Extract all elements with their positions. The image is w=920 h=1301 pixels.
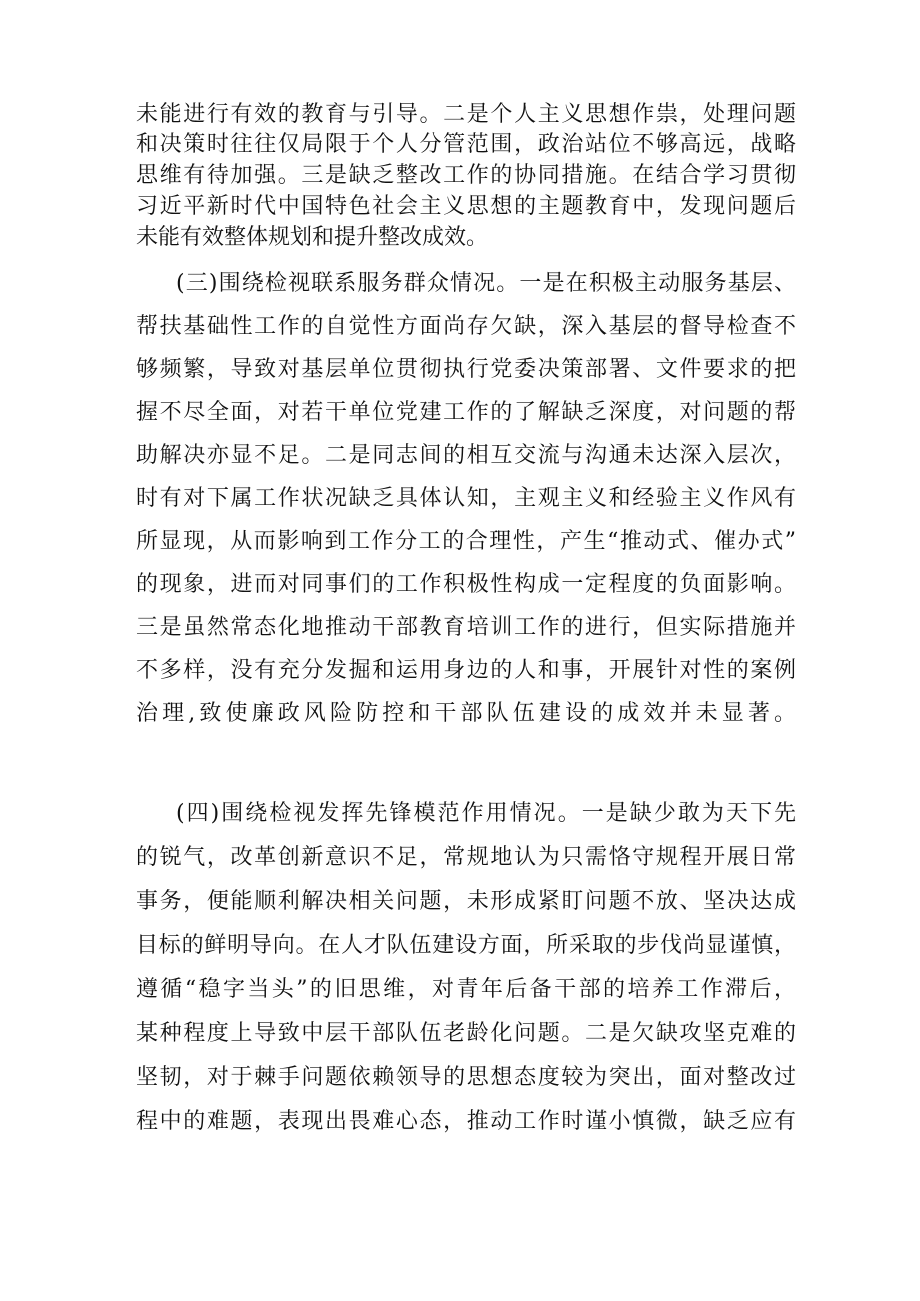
text-line: 的锐气，改革创新意识不足，常规地认为只需恪守规程开展日常 — [136, 845, 796, 870]
text-line: 助解决亦显不足。二是同志间的相互交流与沟通未达深入层次， — [136, 443, 796, 468]
text-line: 和决策时往往仅局限于个人分管范围，政治站位不够高远，战略 — [136, 132, 796, 157]
text-line: 时有对下属工作状况缺乏具体认知，主观主义和经验主义作风有 — [136, 486, 796, 511]
text-line: 帮扶基础性工作的自觉性方面尚存欠缺，深入基层的督导检查不 — [136, 314, 796, 339]
text-line: 坚韧，对于棘手问题依赖领导的思想态度较为突出，面对整改过 — [136, 1065, 796, 1090]
text-line: 某种程度上导致中层干部队伍老龄化问题。二是欠缺攻坚克难的 — [136, 1021, 796, 1046]
text-line: 不多样，没有充分发掘和运用身边的人和事，开展针对性的案例 — [136, 658, 796, 683]
text-line: 思维有待加强。三是缺乏整改工作的协同措施。在结合学习贯彻 — [136, 163, 796, 188]
text-line: (三)围绕检视联系服务群众情况。一是在积极主动服务基层、 — [176, 271, 796, 296]
text-line: 目标的鲜明导向。在人才队伍建设方面，所采取的步伐尚显谨慎， — [136, 933, 796, 958]
text-line: 程中的难题，表现出畏难心态，推动工作时谨小慎微，缺乏应有 — [136, 1109, 796, 1134]
text-line: 未能进行有效的教育与引导。二是个人主义思想作祟，处理问题 — [136, 102, 796, 127]
text-line: 的现象，进而对同事们的工作积极性构成一定程度的负面影响。 — [136, 572, 796, 597]
text-line: 治理,致使廉政风险防控和干部队伍建设的成效并未显著。 — [136, 701, 796, 726]
text-line: 习近平新时代中国特色社会主义思想的主题教育中，发现问题后 — [136, 194, 796, 219]
text-line: 够频繁，导致对基层单位贯彻执行党委决策部署、文件要求的把 — [136, 357, 796, 382]
text-line: 三是虽然常态化地推动干部教育培训工作的进行，但实际措施并 — [136, 615, 796, 640]
text-line: 所显现，从而影响到工作分工的合理性，产生“推动式、催办式” — [136, 529, 796, 554]
text-line: 遵循“稳字当头”的旧思维，对青年后备干部的培养工作滞后， — [136, 977, 796, 1002]
text-line: 未能有效整体规划和提升整改成效。 — [136, 225, 489, 250]
text-line: 握不尽全面，对若干单位党建工作的了解缺乏深度，对问题的帮 — [136, 400, 796, 425]
text-line: (四)围绕检视发挥先锋模范作用情况。一是缺少敢为天下先 — [176, 801, 796, 826]
text-line: 事务，便能顺利解决相关问题，未形成紧盯问题不放、坚决达成 — [136, 889, 796, 914]
